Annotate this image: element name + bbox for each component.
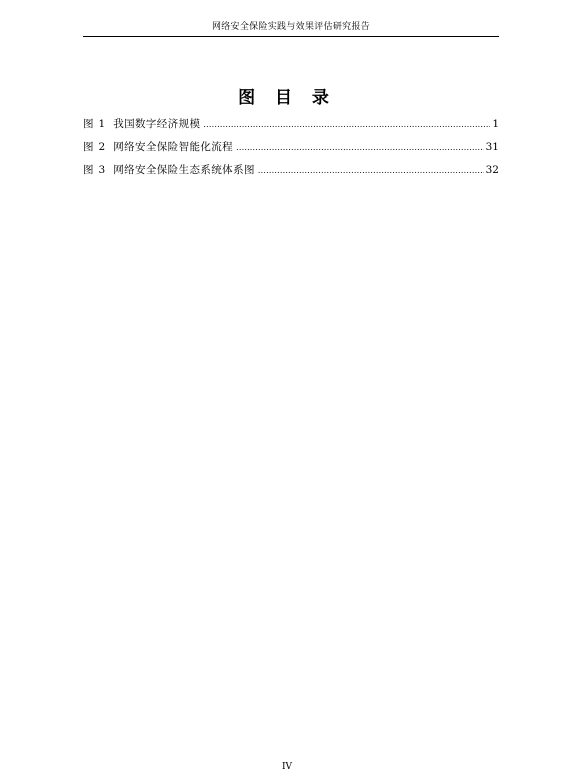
dot-leader bbox=[236, 141, 484, 155]
figure-caption: 我国数字经济规模 bbox=[113, 118, 201, 130]
dot-leader bbox=[258, 164, 484, 178]
figure-caption: 网络安全保险智能化流程 bbox=[113, 141, 234, 153]
figure-page-number: 31 bbox=[485, 141, 499, 153]
running-header-title: 网络安全保险实践与效果评估研究报告 bbox=[211, 22, 371, 32]
figure-caption: 网络安全保险生态系统体系图 bbox=[113, 164, 255, 176]
figure-index-entry[interactable] bbox=[83, 140, 499, 163]
figure-number: 1 bbox=[98, 118, 106, 130]
figure-label: 图 bbox=[83, 118, 95, 130]
running-header bbox=[83, 22, 499, 37]
figure-index-entry[interactable] bbox=[83, 117, 499, 140]
figure-number: 2 bbox=[98, 141, 106, 153]
figure-page-number: 1 bbox=[492, 118, 499, 130]
figure-label: 图 bbox=[83, 164, 95, 176]
figure-index-entry[interactable] bbox=[83, 163, 499, 186]
figure-index-list bbox=[83, 117, 499, 186]
figure-label: 图 bbox=[83, 141, 95, 153]
dot-leader bbox=[203, 118, 490, 132]
figure-number: 3 bbox=[98, 164, 106, 176]
figure-index-title: 图 目 录 bbox=[238, 88, 336, 108]
figure-page-number: 32 bbox=[485, 164, 499, 176]
page-number: IV bbox=[281, 762, 293, 772]
